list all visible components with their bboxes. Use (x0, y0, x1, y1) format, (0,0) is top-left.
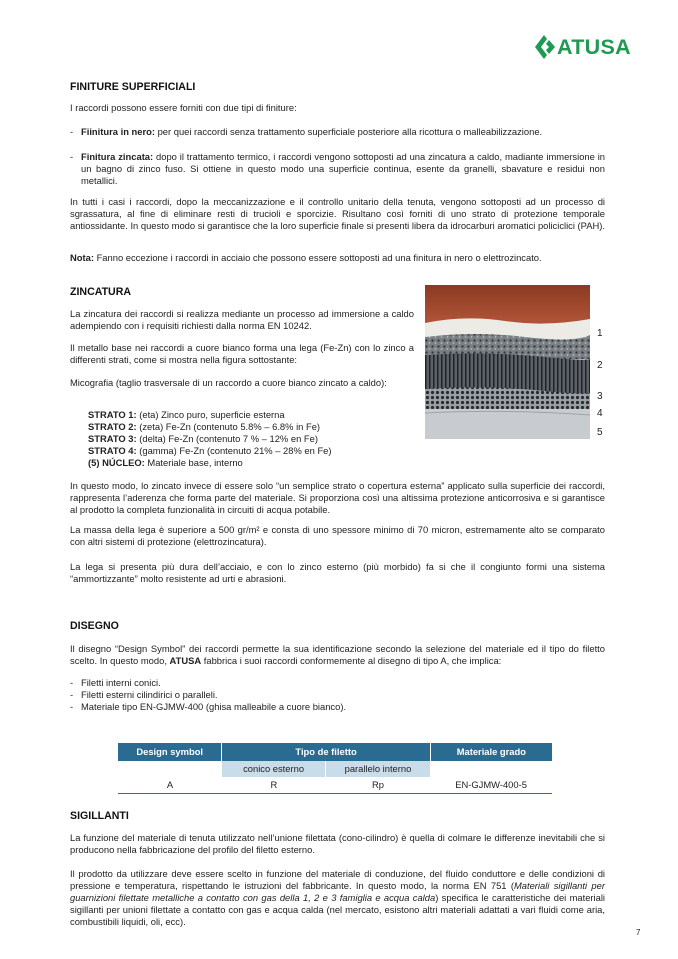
zincatura-p5: La massa della lega è superiore a 500 gr/m² e consta di uno spessore minimo di 70 micron, estremamente alto se comparato con altri sistemi di protezione (elettrozincatura). (70, 524, 605, 548)
subheader-conico-esterno: conico esterno (222, 761, 326, 777)
zincatura-p4: In questo modo, lo zincato invece di essere solo “un semplice strato o copertura esterna” applicato sulla superficie dei raccordi, rappresenta l’aderenza che forma parte del materiale. Si proporziona così una altissima protezione anticorrosiva e si garantisce al prodotto la completa funzionalità in circuiti di acqua potabile. (70, 480, 605, 516)
header-tipo-filetto: Tipo de filetto (222, 743, 430, 761)
strato-1: STRATO 1: (eta) Zinco puro, superficie esterna (88, 409, 285, 420)
cell-parallelo: Rp (326, 777, 430, 794)
atusa-diamond-icon (533, 34, 557, 60)
finiture-term-nero: Fiinitura in nero: (81, 126, 155, 137)
strato-2: STRATO 2: (zeta) Fe-Zn (contenuto 5.8% – 6.8% in Fe) (88, 421, 321, 433)
sigillanti-p1: La funzione del materiale di tenuta utilizzato nell’unione filettata (cono-cilindro) è quella di colmare le differenze inevitabili che si producono nella fabbricazione del profilo del filetto esterno. (70, 832, 605, 856)
finiture-intro: I raccordi possono essere forniti con due tipi di finiture: (70, 102, 297, 113)
finiture-note (70, 252, 605, 264)
disegno-item-2: - Filetti esterni cilindirici o paralleli. (70, 689, 218, 700)
cell-design-symbol: A (118, 777, 222, 794)
disegno-p1: Il disegno “Design Symbol” dei raccordi permette la sua identificazione secondo la selezione del materiale ed il tipo do filetto scelto. In questo modo, ATUSA fabbrica i suoi raccordi conformemente al disegno di tipo A, che implica: (70, 643, 605, 667)
subheader-parallelo-interno: parallelo interno (326, 761, 430, 777)
disegno-item-3: - Materiale tipo EN-GJMW-400 (ghisa malleabile a cuore bianco). (70, 701, 347, 712)
design-symbol-table (118, 743, 552, 794)
zincatura-p1: La zincatura dei raccordi si realizza mediante un processo ad immersione a caldo adempiendo con i requisiti richiesti dalla norma EN 10242. (70, 308, 414, 332)
finiture-term-zincata: Finitura zincata: (81, 151, 154, 162)
strato-5-nucleo: (5) NÚCLEO: Materiale base, interno (88, 457, 243, 469)
finiture-text-nero: per quei raccordi senza trattamento superficiale posteriore alla ricottura o malleabilizzazione. (154, 126, 543, 137)
disegno-brand: ATUSA (169, 655, 202, 667)
norma-title: Materiali sigillanti per guarnizioni filettate metalliche a contatto con gas della 1, 2 e 3 famiglia e acqua calda (70, 880, 605, 904)
figure-label-2: 2 (597, 360, 603, 371)
strata-list (88, 409, 332, 469)
figure-label-4: 4 (597, 408, 603, 419)
figure-label-1: 1 (597, 328, 603, 339)
disegno-item-1: - Filetti interni conici. (70, 677, 161, 688)
header-materiale-grado: Materiale grado (430, 743, 552, 761)
note-text: Fanno eccezione i raccordi in acciaio che possono essere sottoposti ad una finitura in nero o elettrozincato. (93, 252, 542, 263)
atusa-logo (533, 34, 648, 60)
finiture-text-zincata: dopo il trattamento termico, i raccordi vengono sottoposti ad una zincatura a caldo, madiante immersione in un bagno di zinco fuso. Si ottiene in questo modo una superficie continua, esente da granelli, sbavature e residui non metallici. (81, 151, 605, 187)
page-number: 7 (636, 928, 641, 937)
finiture-paragraph: In tutti i casi i raccordi, dopo la meccanizzazione e il controllo unitario della tenuta, vengono sottoposti ad un processo di sgrassatura, al fine di eliminare resti di trucioli e sporcizie. Risultano così forniti di uno strato di protezione temporale antiossidante. In questo modo si garantisce che la loro superficie finale si presenti libera da idrocarburi aromatici policiclici (PAH). (70, 196, 605, 232)
micrograph-image (425, 285, 590, 439)
finiture-heading: FINITURE SUPERFICIALI (70, 81, 196, 93)
sigillanti-heading: SIGILLANTI (70, 810, 129, 822)
zincatura-p2: Il metallo base nei raccordi a cuore bianco forma una lega (Fe-Zn) con lo zinco a differenti strati, come si mostra nella figura sottostante: (70, 342, 414, 366)
table-row (118, 777, 552, 794)
strato-4: STRATO 4: (gamma) Fe-Zn (contenuto 21% – 28% en Fe) (88, 445, 332, 457)
zincatura-heading: ZINCATURA (70, 286, 132, 298)
figure-label-3: 3 (597, 391, 603, 402)
disegno-heading: DISEGNO (70, 620, 119, 632)
figure-label-5: 5 (597, 427, 603, 438)
header-design-symbol: Design symbol (118, 743, 222, 761)
cell-conico: R (222, 777, 326, 794)
table-subheader-row (118, 761, 552, 777)
sigillanti-p2: Il prodotto da utilizzare deve essere scelto in funzione del materiale di conduzione, del fluido conduttore e delle condizioni di pressione e temperatura, rispettando le istruzioni del fabbricante. In questo modo, la norma EN 751 (Materiali sigillanti per guarnizioni filettate metalliche a contatto con gas della 1, 2 e 3 famiglia e acqua calda) specifica le caratteristiche dei materiali sigillanti per unioni filettate a contatto con gas e acqua calda (nel mercato, esistono altri materiali adattati a vari fluidi come aria, combustibili liquidi, oli, ecc). (70, 868, 605, 928)
cell-materiale: EN-GJMW-400-5 (430, 777, 552, 794)
atusa-logo-text: ATUSA (557, 35, 631, 59)
zincatura-p6: La lega si presenta più dura dell’acciaio, e con lo zinco esterno (più morbido) fa si che il congiunto formi una sistema “ammortizzante” molto resistente ad urti e abrasioni. (70, 561, 605, 585)
table-header-row (118, 743, 552, 761)
finiture-item-zincata: - Finitura zincata: dopo il trattamento termico, i raccordi vengono sottoposti ad una zincatura a caldo, madiante immersione in un bagno di zinco fuso. Si ottiene in questo modo una superficie continua, esente da granelli, sbavature e residui non metallici. (70, 151, 605, 187)
note-label: Nota: (70, 252, 94, 263)
finiture-item-nero: - Fiinitura in nero: per quei raccordi senza trattamento superficiale posteriore alla ricottura o malleabilizzazione. (70, 126, 543, 137)
zincatura-p3: Micografia (taglio trasversale di un raccordo a cuore bianco zincato a caldo): (70, 377, 387, 388)
strato-3: STRATO 3: (delta) Fe-Zn (contenuto 7 % – 12% en Fe) (88, 433, 318, 445)
